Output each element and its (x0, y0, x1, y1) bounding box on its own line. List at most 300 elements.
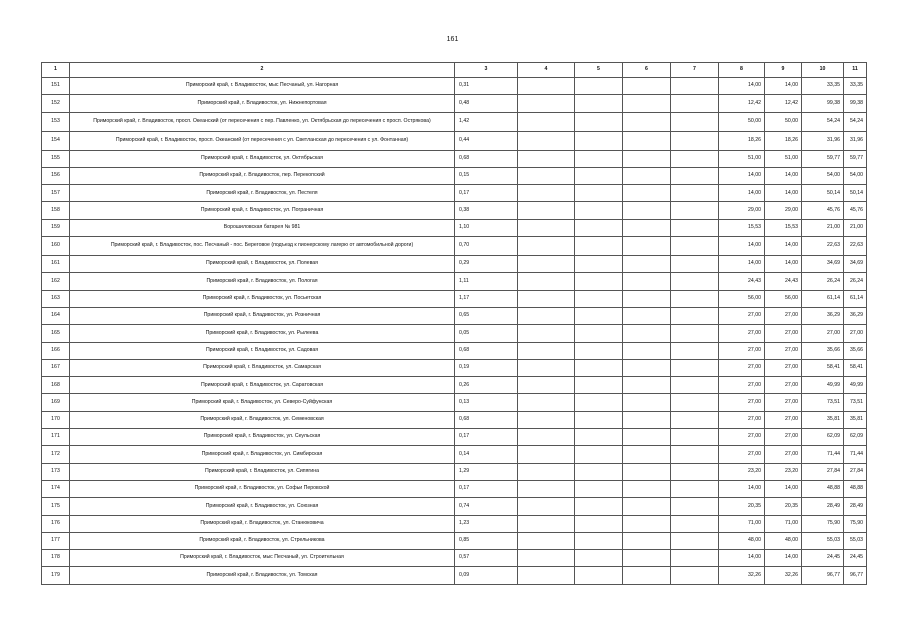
table-cell-col-11: 75,90 (844, 515, 867, 532)
table-cell-col-10: 50,14 (802, 185, 844, 202)
table-cell-col-2: Приморский край, г. Владивосток, ул. Станюковича (70, 515, 455, 532)
table-row (42, 325, 867, 342)
table-cell-col-8: 14,00 (719, 480, 765, 497)
table-cell-col-7 (671, 342, 719, 359)
table-cell-col-1: 159 (42, 219, 70, 236)
table-cell-col-6 (623, 446, 671, 463)
table-cell-col-8: 27,00 (719, 429, 765, 446)
table-cell-col-9: 27,00 (765, 325, 802, 342)
table-cell-col-9: 29,00 (765, 202, 802, 219)
table-row (42, 480, 867, 497)
table-cell-col-10: 48,88 (802, 480, 844, 497)
table-row (42, 446, 867, 463)
table-cell-col-1: 177 (42, 532, 70, 549)
table-cell-col-5 (575, 394, 623, 411)
table-cell-col-8: 23,20 (719, 463, 765, 480)
column-header-7: 7 (671, 63, 719, 78)
table-cell-col-9: 27,00 (765, 377, 802, 394)
table-cell-col-5 (575, 359, 623, 376)
table-cell-col-11: 35,81 (844, 411, 867, 428)
table-cell-col-6 (623, 95, 671, 112)
table-cell-col-8: 56,00 (719, 290, 765, 307)
table-cell-col-8: 14,00 (719, 185, 765, 202)
table-cell-col-8: 12,42 (719, 95, 765, 112)
table-cell-col-2: Приморский край, г. Владивосток, ул. Томская (70, 567, 455, 584)
table-cell-col-6 (623, 185, 671, 202)
table-cell-col-1: 151 (42, 78, 70, 95)
table-cell-col-1: 162 (42, 273, 70, 290)
table-cell-col-3: 0,48 (455, 95, 518, 112)
table-cell-col-1: 173 (42, 463, 70, 480)
table-cell-col-8: 27,00 (719, 394, 765, 411)
table-cell-col-11: 49,99 (844, 377, 867, 394)
table-cell-col-8: 14,00 (719, 237, 765, 256)
table-cell-col-2: Приморский край, г. Владивосток, ул. Сеульская (70, 429, 455, 446)
table-cell-col-4 (518, 515, 575, 532)
table-cell-col-2: Приморский край, г. Владивосток, ул. Посьетская (70, 290, 455, 307)
table-cell-col-8: 14,00 (719, 256, 765, 273)
table-cell-col-8: 24,43 (719, 273, 765, 290)
table-cell-col-9: 14,00 (765, 480, 802, 497)
table-cell-col-5 (575, 131, 623, 150)
table-cell-col-10: 35,66 (802, 342, 844, 359)
table-cell-col-2: Приморский край, г. Владивосток, ул. Рылеева (70, 325, 455, 342)
table-cell-col-4 (518, 411, 575, 428)
table-cell-col-2: Приморский край, г. Владивосток, ул. Самарская (70, 359, 455, 376)
table-cell-col-3: 0,68 (455, 342, 518, 359)
table-cell-col-6 (623, 359, 671, 376)
table-cell-col-10: 34,69 (802, 256, 844, 273)
table-cell-col-9: 14,00 (765, 256, 802, 273)
table-cell-col-7 (671, 411, 719, 428)
table-cell-col-4 (518, 394, 575, 411)
column-header-6: 6 (623, 63, 671, 78)
table-row (42, 463, 867, 480)
table-cell-col-2: Приморский край, г. Владивосток, ул. Октябрьская (70, 150, 455, 167)
table-cell-col-4 (518, 307, 575, 324)
table-cell-col-3: 0,13 (455, 394, 518, 411)
table-cell-col-7 (671, 256, 719, 273)
table-cell-col-10: 73,51 (802, 394, 844, 411)
table-cell-col-1: 169 (42, 394, 70, 411)
table-cell-col-4 (518, 150, 575, 167)
table-cell-col-7 (671, 325, 719, 342)
table-cell-col-10: 45,76 (802, 202, 844, 219)
table-cell-col-3: 0,85 (455, 532, 518, 549)
table-cell-col-4 (518, 202, 575, 219)
table-cell-col-11: 48,88 (844, 480, 867, 497)
table-cell-col-1: 155 (42, 150, 70, 167)
table-cell-col-9: 24,43 (765, 273, 802, 290)
table-row (42, 78, 867, 95)
table-cell-col-4 (518, 185, 575, 202)
table-cell-col-7 (671, 202, 719, 219)
table-cell-col-8: 20,35 (719, 498, 765, 515)
table-cell-col-6 (623, 273, 671, 290)
table-cell-col-3: 1,10 (455, 219, 518, 236)
table-cell-col-7 (671, 446, 719, 463)
column-header-4: 4 (518, 63, 575, 78)
column-header-3: 3 (455, 63, 518, 78)
table-cell-col-1: 175 (42, 498, 70, 515)
table-cell-col-3: 0,09 (455, 567, 518, 584)
table-cell-col-5 (575, 411, 623, 428)
table-row (42, 112, 867, 131)
table-cell-col-9: 56,00 (765, 290, 802, 307)
table-row (42, 342, 867, 359)
table-cell-col-4 (518, 463, 575, 480)
table-cell-col-2: Приморский край, г. Владивосток, ул. Сипягина (70, 463, 455, 480)
table-cell-col-4 (518, 325, 575, 342)
table-cell-col-10: 27,84 (802, 463, 844, 480)
table-cell-col-7 (671, 429, 719, 446)
table-cell-col-4 (518, 290, 575, 307)
table-cell-col-10: 36,29 (802, 307, 844, 324)
table-cell-col-11: 21,00 (844, 219, 867, 236)
table-cell-col-8: 50,00 (719, 112, 765, 131)
table-cell-col-6 (623, 342, 671, 359)
table-cell-col-5 (575, 446, 623, 463)
table-cell-col-10: 75,90 (802, 515, 844, 532)
table-cell-col-4 (518, 359, 575, 376)
table-cell-col-8: 27,00 (719, 307, 765, 324)
table-cell-col-11: 28,49 (844, 498, 867, 515)
table-cell-col-5 (575, 377, 623, 394)
table-cell-col-8: 27,00 (719, 342, 765, 359)
table-cell-col-3: 0,17 (455, 429, 518, 446)
table-cell-col-1: 153 (42, 112, 70, 131)
table-cell-col-1: 160 (42, 237, 70, 256)
table-cell-col-6 (623, 202, 671, 219)
table-cell-col-9: 20,35 (765, 498, 802, 515)
table-cell-col-10: 35,81 (802, 411, 844, 428)
table-cell-col-6 (623, 394, 671, 411)
table-cell-col-4 (518, 273, 575, 290)
table-cell-col-9: 71,00 (765, 515, 802, 532)
table-cell-col-6 (623, 131, 671, 150)
page-number: 161 (446, 36, 459, 43)
table-cell-col-5 (575, 167, 623, 184)
table-cell-col-6 (623, 429, 671, 446)
table-cell-col-3: 0,68 (455, 150, 518, 167)
table-cell-col-7 (671, 185, 719, 202)
table-cell-col-1: 172 (42, 446, 70, 463)
table-cell-col-5 (575, 290, 623, 307)
table-cell-col-3: 1,29 (455, 463, 518, 480)
table-cell-col-8: 71,00 (719, 515, 765, 532)
table-cell-col-1: 152 (42, 95, 70, 112)
table-cell-col-1: 163 (42, 290, 70, 307)
table-cell-col-11: 22,63 (844, 237, 867, 256)
table-cell-col-5 (575, 429, 623, 446)
table-row (42, 359, 867, 376)
table-cell-col-1: 154 (42, 131, 70, 150)
table-cell-col-6 (623, 480, 671, 497)
table-cell-col-6 (623, 567, 671, 584)
table-cell-col-6 (623, 237, 671, 256)
table-cell-col-11: 59,77 (844, 150, 867, 167)
table-cell-col-7 (671, 219, 719, 236)
table-cell-col-2: Приморский край, г. Владивосток, мыс Песчаный, ул. Строительная (70, 550, 455, 567)
table-cell-col-11: 31,96 (844, 131, 867, 150)
data-table (41, 62, 867, 585)
table-cell-col-4 (518, 480, 575, 497)
table-cell-col-2: Приморский край, г. Владивосток, ул. Розничная (70, 307, 455, 324)
table-cell-col-11: 58,41 (844, 359, 867, 376)
table-cell-col-1: 168 (42, 377, 70, 394)
table-cell-col-3: 0,15 (455, 167, 518, 184)
table-cell-col-8: 27,00 (719, 446, 765, 463)
table-cell-col-7 (671, 394, 719, 411)
table-cell-col-5 (575, 202, 623, 219)
table-cell-col-9: 51,00 (765, 150, 802, 167)
table-cell-col-11: 35,66 (844, 342, 867, 359)
table-cell-col-9: 14,00 (765, 237, 802, 256)
table-cell-col-3: 0,26 (455, 377, 518, 394)
table-cell-col-11: 36,29 (844, 307, 867, 324)
table-cell-col-6 (623, 219, 671, 236)
table-cell-col-10: 26,24 (802, 273, 844, 290)
table-cell-col-2: Приморский край, г. Владивосток, ул. Симбирская (70, 446, 455, 463)
table-cell-col-6 (623, 290, 671, 307)
table-cell-col-9: 14,00 (765, 78, 802, 95)
column-header-11: 11 (844, 63, 867, 78)
table-row (42, 550, 867, 567)
table-cell-col-4 (518, 446, 575, 463)
table-cell-col-5 (575, 480, 623, 497)
table-cell-col-6 (623, 532, 671, 549)
table-cell-col-11: 27,84 (844, 463, 867, 480)
table-cell-col-7 (671, 167, 719, 184)
table-cell-col-10: 61,14 (802, 290, 844, 307)
table-cell-col-1: 179 (42, 567, 70, 584)
table-cell-col-6 (623, 78, 671, 95)
table-cell-col-3: 0,14 (455, 446, 518, 463)
table-cell-col-2: Приморский край, г. Владивосток, ул. Садовая (70, 342, 455, 359)
table-cell-col-11: 54,24 (844, 112, 867, 131)
table-row (42, 95, 867, 112)
table-cell-col-7 (671, 112, 719, 131)
table-cell-col-9: 48,00 (765, 532, 802, 549)
column-header-2: 2 (70, 63, 455, 78)
table-cell-col-9: 12,42 (765, 95, 802, 112)
table-cell-col-1: 164 (42, 307, 70, 324)
table-cell-col-11: 61,14 (844, 290, 867, 307)
table-body (42, 63, 867, 585)
table-cell-col-7 (671, 550, 719, 567)
table-cell-col-4 (518, 256, 575, 273)
table-cell-col-2: Приморский край, г. Владивосток, просп. Океанский (от пересечения с ул. Светланская до пересечения с ул. Фонтанная) (70, 131, 455, 150)
table-cell-col-8: 27,00 (719, 411, 765, 428)
table-cell-col-3: 0,29 (455, 256, 518, 273)
table-cell-col-11: 26,24 (844, 273, 867, 290)
table-cell-col-4 (518, 167, 575, 184)
table-row (42, 377, 867, 394)
table-cell-col-6 (623, 515, 671, 532)
table-cell-col-6 (623, 112, 671, 131)
column-header-10: 10 (802, 63, 844, 78)
table-cell-col-7 (671, 290, 719, 307)
table-cell-col-7 (671, 131, 719, 150)
table-cell-col-9: 27,00 (765, 411, 802, 428)
column-header-9: 9 (765, 63, 802, 78)
table-cell-col-8: 14,00 (719, 550, 765, 567)
table-cell-col-2: Приморский край, г. Владивосток, ул. Саратовская (70, 377, 455, 394)
table-cell-col-10: 31,96 (802, 131, 844, 150)
table-row (42, 185, 867, 202)
table-cell-col-1: 171 (42, 429, 70, 446)
table-cell-col-7 (671, 78, 719, 95)
table-cell-col-1: 165 (42, 325, 70, 342)
table-cell-col-8: 32,26 (719, 567, 765, 584)
table-row (42, 150, 867, 167)
table-cell-col-11: 73,51 (844, 394, 867, 411)
table-cell-col-9: 14,00 (765, 167, 802, 184)
table-cell-col-3: 0,65 (455, 307, 518, 324)
table-cell-col-1: 158 (42, 202, 70, 219)
table-cell-col-5 (575, 532, 623, 549)
table-cell-col-4 (518, 237, 575, 256)
table-cell-col-6 (623, 256, 671, 273)
table-cell-col-1: 170 (42, 411, 70, 428)
table-cell-col-4 (518, 377, 575, 394)
table-cell-col-2: Приморский край, г. Владивосток, ул. Пестеля (70, 185, 455, 202)
table-cell-col-5 (575, 463, 623, 480)
table-cell-col-11: 34,69 (844, 256, 867, 273)
table-cell-col-8: 27,00 (719, 377, 765, 394)
table-cell-col-1: 156 (42, 167, 70, 184)
table-cell-col-9: 14,00 (765, 185, 802, 202)
table-row (42, 167, 867, 184)
table-cell-col-2: Приморский край, г. Владивосток, ул. Пограничная (70, 202, 455, 219)
data-table-container (41, 62, 866, 585)
table-cell-col-3: 0,31 (455, 78, 518, 95)
table-cell-col-5 (575, 325, 623, 342)
table-cell-col-8: 18,26 (719, 131, 765, 150)
table-cell-col-2: Приморский край, г. Владивосток, пос. Песчаный - пос. Береговое (подъезд к пионерскому лагерю от автомобильной дороги) (70, 237, 455, 256)
table-row (42, 532, 867, 549)
table-cell-col-5 (575, 342, 623, 359)
table-cell-col-8: 14,00 (719, 78, 765, 95)
table-cell-col-7 (671, 532, 719, 549)
table-row (42, 256, 867, 273)
table-cell-col-6 (623, 463, 671, 480)
table-cell-col-5 (575, 237, 623, 256)
table-cell-col-2: Приморский край, г. Владивосток, просп. Океанский (от пересечения с пер. Павленко, ул. Октябрьская до пересечения с просп. Острякова) (70, 112, 455, 131)
table-cell-col-1: 176 (42, 515, 70, 532)
table-cell-col-8: 29,00 (719, 202, 765, 219)
table-cell-col-5 (575, 78, 623, 95)
table-cell-col-10: 28,49 (802, 498, 844, 515)
table-cell-col-5 (575, 498, 623, 515)
table-cell-col-5 (575, 150, 623, 167)
table-cell-col-3: 1,17 (455, 290, 518, 307)
table-cell-col-2: Приморский край, г. Владивосток, ул. Нижнепортовая (70, 95, 455, 112)
table-cell-col-4 (518, 112, 575, 131)
table-cell-col-4 (518, 219, 575, 236)
table-cell-col-5 (575, 256, 623, 273)
table-cell-col-3: 0,17 (455, 480, 518, 497)
table-cell-col-10: 49,99 (802, 377, 844, 394)
table-cell-col-3: 0,05 (455, 325, 518, 342)
table-cell-col-4 (518, 78, 575, 95)
table-row (42, 307, 867, 324)
table-row (42, 237, 867, 256)
table-cell-col-4 (518, 131, 575, 150)
table-cell-col-10: 54,00 (802, 167, 844, 184)
table-cell-col-6 (623, 411, 671, 428)
table-cell-col-5 (575, 112, 623, 131)
table-cell-col-7 (671, 150, 719, 167)
table-cell-col-10: 21,00 (802, 219, 844, 236)
table-cell-col-7 (671, 237, 719, 256)
table-cell-col-9: 50,00 (765, 112, 802, 131)
table-cell-col-11: 45,76 (844, 202, 867, 219)
table-cell-col-4 (518, 567, 575, 584)
table-header-row (42, 63, 867, 78)
table-row (42, 290, 867, 307)
table-cell-col-11: 99,38 (844, 95, 867, 112)
table-cell-col-7 (671, 359, 719, 376)
table-cell-col-8: 15,53 (719, 219, 765, 236)
table-cell-col-5 (575, 515, 623, 532)
table-cell-col-2: Приморский край, г. Владивосток, ул. Северо-Суйфунская (70, 394, 455, 411)
table-cell-col-5 (575, 567, 623, 584)
table-cell-col-4 (518, 532, 575, 549)
table-cell-col-6 (623, 377, 671, 394)
table-cell-col-7 (671, 307, 719, 324)
table-cell-col-3: 0,57 (455, 550, 518, 567)
table-cell-col-1: 161 (42, 256, 70, 273)
table-row (42, 498, 867, 515)
table-cell-col-3: 1,11 (455, 273, 518, 290)
table-row (42, 394, 867, 411)
table-cell-col-5 (575, 307, 623, 324)
table-cell-col-10: 27,00 (802, 325, 844, 342)
table-cell-col-7 (671, 515, 719, 532)
table-cell-col-11: 54,00 (844, 167, 867, 184)
table-cell-col-7 (671, 95, 719, 112)
table-row (42, 567, 867, 584)
table-cell-col-2: Ворошиловская батарея № 981 (70, 219, 455, 236)
table-cell-col-7 (671, 567, 719, 584)
table-cell-col-5 (575, 550, 623, 567)
table-cell-col-10: 59,77 (802, 150, 844, 167)
table-row (42, 273, 867, 290)
table-cell-col-5 (575, 95, 623, 112)
table-cell-col-9: 27,00 (765, 446, 802, 463)
table-row (42, 202, 867, 219)
table-cell-col-3: 0,70 (455, 237, 518, 256)
table-row (42, 411, 867, 428)
table-cell-col-10: 33,35 (802, 78, 844, 95)
table-row (42, 219, 867, 236)
table-cell-col-11: 96,77 (844, 567, 867, 584)
table-cell-col-2: Приморский край, г. Владивосток, ул. Софьи Перовской (70, 480, 455, 497)
table-cell-col-4 (518, 342, 575, 359)
table-cell-col-5 (575, 273, 623, 290)
table-cell-col-7 (671, 480, 719, 497)
table-cell-col-3: 0,19 (455, 359, 518, 376)
table-cell-col-2: Приморский край, г. Владивосток, ул. Пологая (70, 273, 455, 290)
table-cell-col-1: 167 (42, 359, 70, 376)
table-cell-col-3: 1,23 (455, 515, 518, 532)
table-cell-col-1: 157 (42, 185, 70, 202)
column-header-1: 1 (42, 63, 70, 78)
table-cell-col-9: 27,00 (765, 342, 802, 359)
table-cell-col-10: 71,44 (802, 446, 844, 463)
table-cell-col-7 (671, 377, 719, 394)
